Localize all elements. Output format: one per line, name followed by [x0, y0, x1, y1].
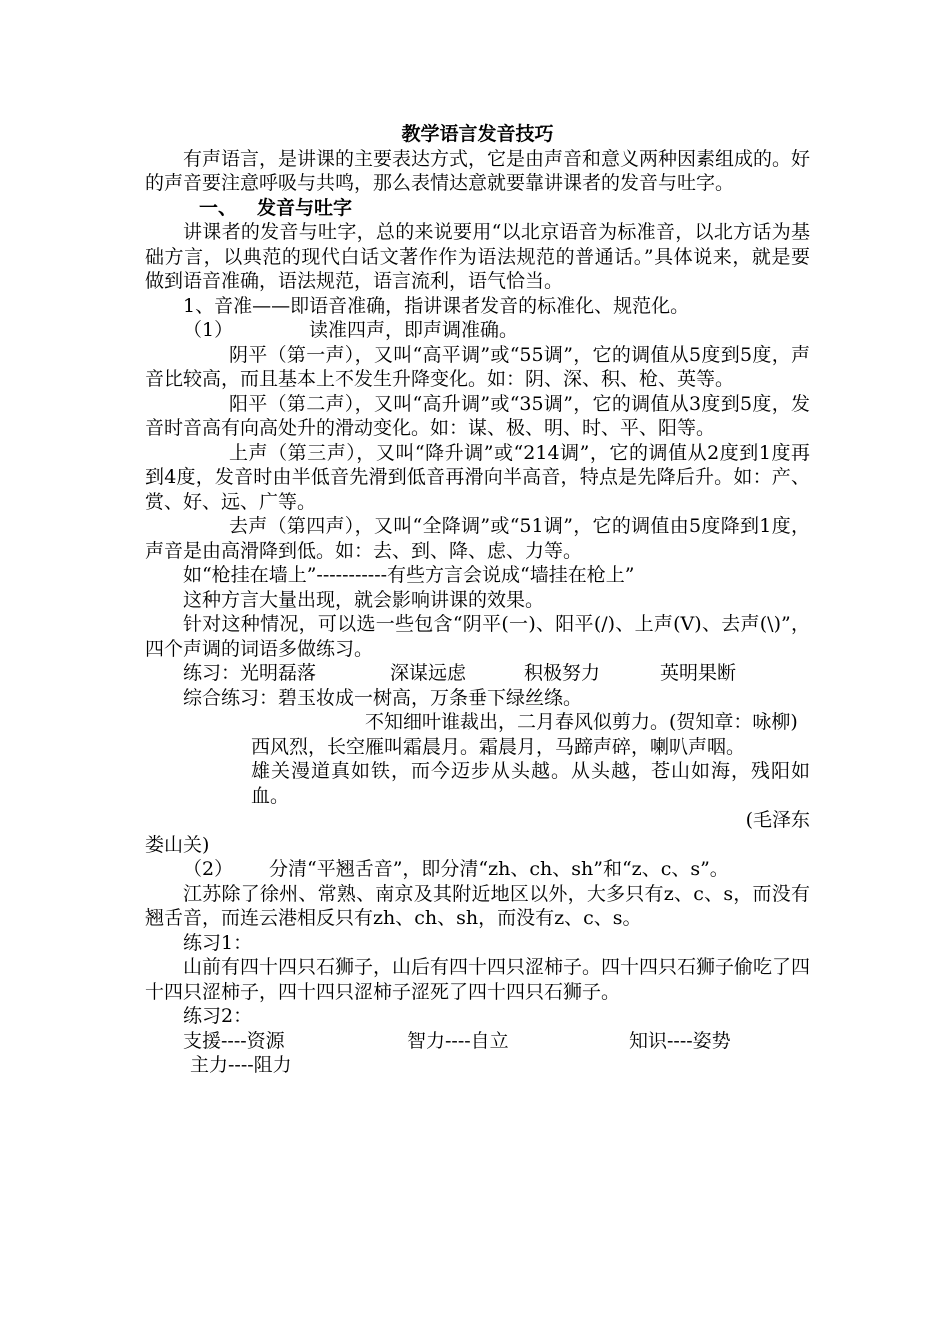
subheading-tones — [145, 318, 810, 343]
practice-item: 深谋远虑 — [390, 662, 467, 684]
example-effect: 这种方言大量出现，就会影响讲课的效果。 — [183, 588, 545, 611]
practice2-label: 练习2： — [183, 1005, 253, 1027]
word-pair: 智力----自立 — [407, 1029, 509, 1052]
verse-source-title: 娄山关) — [145, 833, 210, 856]
practice-label: 练习： — [183, 662, 241, 684]
word-pair: 主力----阻力 — [190, 1054, 292, 1076]
tone-second: 阳平（第二声），又叫“高升调”或“35调”，它的调值从3度到5度，发音时音高有向高处升的滑动变化。如：谋、极、明、时、平、阳等。 — [145, 392, 810, 439]
poem-line-with-source: 不知细叶谁裁出，二月春风似剪力。(贺知章：咏柳) — [365, 711, 798, 733]
tone-fourth: 去声（第四声），又叫“全降调”或“51调”，它的调值由5度降到1度，声音是由高滑降到低。如：去、到、降、虑、力等。 — [145, 515, 810, 562]
verse-source: (毛泽东 — [745, 809, 810, 831]
subheading-number: （1） — [183, 319, 234, 341]
word-pair: 知识----姿势 — [629, 1029, 731, 1052]
practice-item: 积极努力 — [524, 662, 601, 684]
subheading-text: 分清“平翘舌音”，即分清“zh、ch、sh”和“z、c、s”。 — [269, 858, 729, 880]
subheading-retroflex — [145, 857, 810, 882]
practice-row — [145, 661, 810, 686]
tone-first: 阴平（第一声），又叫“高平调”或“55调”，它的调值从5度到5度，声音比较高，而且基本上不发生升降变化。如：阴、深、积、枪、英等。 — [145, 343, 810, 390]
practice1-label: 练习1： — [183, 931, 253, 954]
intro-paragraph: 有声语言，是讲课的主要表达方式，它是由声音和意义两种因素组成的。好的声音要注意呼吸与共鸣，那么表情达意就要靠讲课者的发音与吐字。 — [145, 147, 811, 194]
paragraph-standard: 讲课者的发音与吐字，总的来说要用“以北京语音为标准音，以北方话为基础方言，以典范的现代白话文著作作为语法规范的普通话。”具体说来，就是要做到语音准确，语法规范，语言流利，语气恰当。 — [145, 221, 810, 292]
verse-line: 雄关漫道真如铁，而今迈步从头越。从头越，苍山如海，残阳如血。 — [251, 760, 810, 807]
paragraph-pronunciation: 1、音准——即语音准确，指讲课者发音的标准化、规范化。 — [183, 294, 690, 317]
document-title: 教学语言发音技巧 — [401, 123, 554, 145]
paragraph-dialect: 江苏除了徐州、常熟、南京及其附近地区以外，大多只有z、c、s，而没有翘舌音，而连云港相反只有zh、ch、sh，而没有z、c、s。 — [145, 882, 810, 929]
poem-line: 碧玉妆成一树高，万条垂下绿丝绦。 — [278, 686, 583, 709]
tone-third: 上声（第三声），又叫“降升调”或“214调”，它的调值从2度到1度再到4度，发音时由半低音先滑到低音再滑向半高音，特点是先降后升。如：产、赏、好、远、广等。 — [145, 441, 810, 513]
paragraph-practice-advice: 针对这种情况，可以选一些包含“阴平(一)、阳平(/)、上声(V)、去声(\)”，四个声调的词语多做练习。 — [145, 613, 810, 660]
verse-line: 西风烈，长空雁叫霜晨月。霜晨月，马蹄声碎，喇叭声咽。 — [251, 735, 746, 758]
section-number: 一、 — [199, 196, 238, 219]
section-title: 发音与吐字 — [257, 196, 353, 219]
practice2-row — [145, 1029, 810, 1054]
practice-item: 英明果断 — [660, 662, 737, 684]
subheading-number: （2） — [183, 858, 234, 880]
comprehensive-practice — [145, 686, 810, 711]
practice2-row-continued — [145, 1053, 810, 1078]
example-line: 如“枪挂在墙上”-----------有些方言会说成“墙挂在枪上” — [183, 564, 635, 586]
comprehensive-label: 综合练习： — [183, 686, 279, 709]
subheading-text: 读准四声，即声调准确。 — [309, 319, 519, 341]
document-page — [145, 122, 810, 1078]
tongue-twister: 山前有四十四只石狮子，山后有四十四只涩柿子。四十四只石狮子偷吃了四十四只涩柿子，四十四只涩柿子涩死了四十四只石狮子。 — [145, 956, 811, 1003]
word-pair: 支援----资源 — [183, 1029, 285, 1052]
section-heading — [145, 196, 810, 221]
practice-item: 光明磊落 — [240, 662, 317, 684]
